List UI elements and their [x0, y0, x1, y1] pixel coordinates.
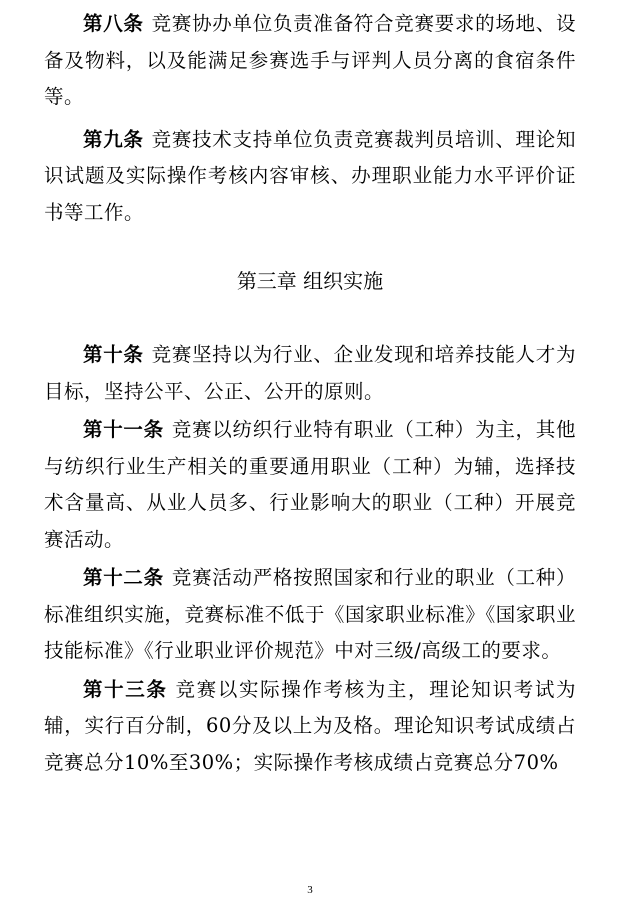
article-13 — [44, 672, 576, 782]
article-text: 竞赛以实际操作考核为主，理论知识考试为辅，实行百分制，60分及以上为及格。理论知识考试成绩占竞赛总分10%至30%；实际操作考核成绩占竞赛总分70% — [44, 677, 576, 774]
article-text: 竞赛活动严格按照国家和行业的职业（工种）标准组织实施，竞赛标准不低于《国家职业标准》《国家职业技能标准》《行业职业评价规范》中对三级/高级工的要求。 — [44, 566, 576, 662]
article-8 — [44, 6, 576, 116]
article-11 — [44, 412, 576, 558]
chapter-title: 第三章 组织实施 — [236, 269, 384, 293]
document-page — [44, 6, 576, 781]
article-label: 第十二条 — [83, 566, 164, 589]
article-12 — [44, 560, 576, 670]
article-label: 第八条 — [83, 12, 144, 35]
article-label: 第十条 — [83, 343, 144, 366]
article-text: 竞赛协办单位负责准备符合竞赛要求的场地、设备及物料，以及能满足参赛选手与评判人员分离的食宿条件等。 — [44, 12, 576, 108]
article-label: 第九条 — [83, 127, 144, 151]
article-text: 竞赛技术支持单位负责竞赛裁判员培训、理论知识试题及实际操作考核内容审核、办理职业能力水平评价证书等工作。 — [44, 127, 576, 224]
article-9 — [44, 122, 576, 232]
page-number: 3 — [307, 884, 313, 896]
article-10 — [44, 337, 576, 410]
article-label: 第十一条 — [83, 418, 164, 441]
article-text: 竞赛以纺织行业特有职业（工种）为主，其他与纺织行业生产相关的重要通用职业（工种）为辅，选择技术含量高、从业人员多、行业影响大的职业（工种）开展竞赛活动。 — [44, 418, 576, 551]
article-label: 第十三条 — [83, 677, 168, 701]
article-text: 竞赛坚持以为行业、企业发现和培养技能人才为目标，坚持公平、公正、公开的原则。 — [44, 343, 576, 403]
